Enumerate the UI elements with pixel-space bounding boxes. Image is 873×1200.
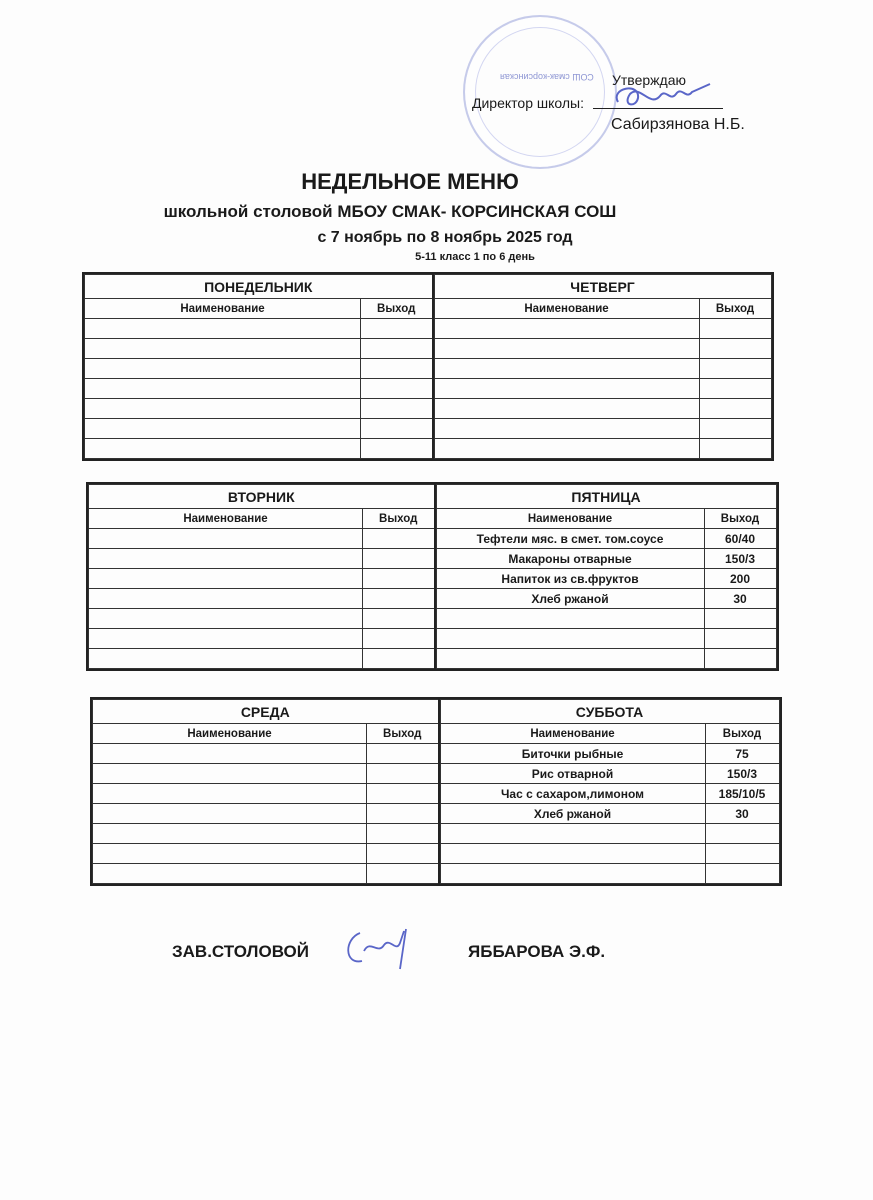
col-name-header: Наименование xyxy=(93,724,367,744)
period: с 7 ноябрь по 8 ноябрь 2025 год xyxy=(317,229,573,246)
dish-output: 30 xyxy=(705,804,779,824)
approve-label: Утверждаю xyxy=(612,72,686,88)
empty-cell xyxy=(93,804,367,824)
day-table-0 xyxy=(84,274,434,459)
empty-cell xyxy=(699,419,771,439)
empty-cell xyxy=(367,744,439,764)
empty-cell xyxy=(434,419,699,439)
table-row xyxy=(436,629,776,649)
empty-cell xyxy=(89,629,363,649)
table-row xyxy=(440,864,779,884)
empty-cell xyxy=(93,744,367,764)
dish-name: Хлеб ржаной xyxy=(436,589,704,609)
dish-output: 60/40 xyxy=(704,529,776,549)
empty-cell xyxy=(436,629,704,649)
dish-output: 75 xyxy=(705,744,779,764)
empty-cell xyxy=(363,529,435,549)
day-name: ЧЕТВЕРГ xyxy=(434,275,771,299)
empty-cell xyxy=(89,589,363,609)
empty-cell xyxy=(705,824,779,844)
table-row xyxy=(89,569,435,589)
stamp-text: СОШ смак-корсинская xyxy=(500,72,594,82)
empty-cell xyxy=(434,339,699,359)
col-output-header: Выход xyxy=(361,299,433,319)
dish-name: Тефтели мяс. в смет. том.соусе xyxy=(436,529,704,549)
day-table-5 xyxy=(440,699,780,884)
director-signature xyxy=(610,78,720,114)
footer-name: ЯББАРОВА Э.Ф. xyxy=(468,942,606,961)
empty-cell xyxy=(699,319,771,339)
empty-cell xyxy=(436,649,704,669)
dish-name: Рис отварной xyxy=(440,764,705,784)
table-row xyxy=(434,379,771,399)
canteen-signature xyxy=(340,925,420,975)
col-name-header: Наименование xyxy=(85,299,361,319)
page-title: НЕДЕЛЬНОЕ МЕНЮ xyxy=(301,169,519,194)
table-row xyxy=(440,844,779,864)
table-row xyxy=(93,784,439,804)
empty-cell xyxy=(363,589,435,609)
empty-cell xyxy=(363,549,435,569)
empty-cell xyxy=(85,339,361,359)
empty-cell xyxy=(363,649,435,669)
col-name-header: Наименование xyxy=(436,509,704,529)
empty-cell xyxy=(434,399,699,419)
empty-cell xyxy=(361,379,433,399)
dish-name: Макароны отварные xyxy=(436,549,704,569)
empty-cell xyxy=(363,569,435,589)
menu-block xyxy=(90,697,782,886)
empty-cell xyxy=(367,844,439,864)
empty-cell xyxy=(361,339,433,359)
dish-name: Хлеб ржаной xyxy=(440,804,705,824)
day-name: СУББОТА xyxy=(440,700,779,724)
empty-cell xyxy=(361,439,433,459)
table-row xyxy=(436,569,776,589)
empty-cell xyxy=(89,649,363,669)
table-row xyxy=(93,744,439,764)
day-name: СРЕДА xyxy=(93,700,439,724)
day-name: ВТОРНИК xyxy=(89,485,435,509)
empty-cell xyxy=(440,824,705,844)
footer-role: ЗАВ.СТОЛОВОЙ xyxy=(172,942,309,961)
empty-cell xyxy=(367,864,439,884)
empty-cell xyxy=(361,359,433,379)
director-name: Сабирзянова Н.Б. xyxy=(611,116,745,133)
day-name: ПЯТНИЦА xyxy=(436,485,776,509)
table-row xyxy=(434,359,771,379)
col-name-header: Наименование xyxy=(89,509,363,529)
dish-name: Биточки рыбные xyxy=(440,744,705,764)
col-name-header: Наименование xyxy=(440,724,705,744)
table-row xyxy=(89,549,435,569)
dish-output: 150/3 xyxy=(705,764,779,784)
table-row xyxy=(434,399,771,419)
table-row xyxy=(85,379,433,399)
empty-cell xyxy=(434,359,699,379)
day-table-2 xyxy=(88,484,436,669)
empty-cell xyxy=(704,609,776,629)
col-output-header: Выход xyxy=(704,509,776,529)
subtitle: школьной столовой МБОУ СМАК- КОРСИНСКАЯ СОШ xyxy=(163,202,617,221)
empty-cell xyxy=(363,629,435,649)
table-row xyxy=(89,529,435,549)
empty-cell xyxy=(93,784,367,804)
empty-cell xyxy=(85,419,361,439)
dish-output: 185/10/5 xyxy=(705,784,779,804)
day-name: ПОНЕДЕЛЬНИК xyxy=(85,275,433,299)
table-row xyxy=(89,629,435,649)
table-row xyxy=(436,649,776,669)
table-row xyxy=(436,549,776,569)
empty-cell xyxy=(361,399,433,419)
empty-cell xyxy=(699,379,771,399)
table-row xyxy=(89,589,435,609)
empty-cell xyxy=(93,764,367,784)
table-row xyxy=(85,319,433,339)
table-row xyxy=(93,824,439,844)
empty-cell xyxy=(434,439,699,459)
empty-cell xyxy=(440,864,705,884)
table-row xyxy=(440,764,779,784)
day-table-3 xyxy=(436,484,777,669)
table-row xyxy=(434,339,771,359)
col-name-header: Наименование xyxy=(434,299,699,319)
empty-cell xyxy=(367,804,439,824)
school-stamp xyxy=(463,15,617,169)
col-output-header: Выход xyxy=(363,509,435,529)
menu-block xyxy=(82,272,774,461)
table-row xyxy=(93,844,439,864)
table-row xyxy=(85,399,433,419)
empty-cell xyxy=(89,609,363,629)
classes: 5-11 класс 1 по 6 день xyxy=(415,251,535,263)
day-table-4 xyxy=(92,699,440,884)
table-row xyxy=(436,529,776,549)
empty-cell xyxy=(361,419,433,439)
table-row xyxy=(89,609,435,629)
empty-cell xyxy=(93,844,367,864)
empty-cell xyxy=(367,784,439,804)
empty-cell xyxy=(705,844,779,864)
empty-cell xyxy=(85,319,361,339)
table-row xyxy=(93,864,439,884)
empty-cell xyxy=(85,379,361,399)
empty-cell xyxy=(367,824,439,844)
director-label: Директор школы: xyxy=(472,95,584,111)
table-row xyxy=(93,764,439,784)
table-row xyxy=(85,419,433,439)
menu-block xyxy=(86,482,779,671)
empty-cell xyxy=(89,529,363,549)
empty-cell xyxy=(699,399,771,419)
empty-cell xyxy=(361,319,433,339)
table-row xyxy=(436,589,776,609)
dish-output: 200 xyxy=(704,569,776,589)
empty-cell xyxy=(363,609,435,629)
empty-cell xyxy=(705,864,779,884)
empty-cell xyxy=(85,359,361,379)
table-row xyxy=(434,419,771,439)
empty-cell xyxy=(434,319,699,339)
empty-cell xyxy=(367,764,439,784)
col-output-header: Выход xyxy=(705,724,779,744)
empty-cell xyxy=(85,439,361,459)
empty-cell xyxy=(440,844,705,864)
table-row xyxy=(436,609,776,629)
table-row xyxy=(440,784,779,804)
table-row xyxy=(440,744,779,764)
empty-cell xyxy=(699,339,771,359)
empty-cell xyxy=(89,549,363,569)
empty-cell xyxy=(93,824,367,844)
empty-cell xyxy=(436,609,704,629)
table-row xyxy=(85,359,433,379)
day-table-1 xyxy=(434,274,772,459)
table-row xyxy=(434,439,771,459)
dish-name: Напиток из св.фруктов xyxy=(436,569,704,589)
dish-output: 30 xyxy=(704,589,776,609)
table-row xyxy=(440,824,779,844)
empty-cell xyxy=(704,629,776,649)
empty-cell xyxy=(704,649,776,669)
empty-cell xyxy=(699,439,771,459)
table-row xyxy=(85,339,433,359)
empty-cell xyxy=(434,379,699,399)
table-row xyxy=(440,804,779,824)
table-row xyxy=(85,439,433,459)
col-output-header: Выход xyxy=(367,724,439,744)
table-row xyxy=(89,649,435,669)
empty-cell xyxy=(93,864,367,884)
empty-cell xyxy=(89,569,363,589)
col-output-header: Выход xyxy=(699,299,771,319)
table-row xyxy=(434,319,771,339)
dish-output: 150/3 xyxy=(704,549,776,569)
empty-cell xyxy=(85,399,361,419)
dish-name: Час с сахаром,лимоном xyxy=(440,784,705,804)
table-row xyxy=(93,804,439,824)
empty-cell xyxy=(699,359,771,379)
